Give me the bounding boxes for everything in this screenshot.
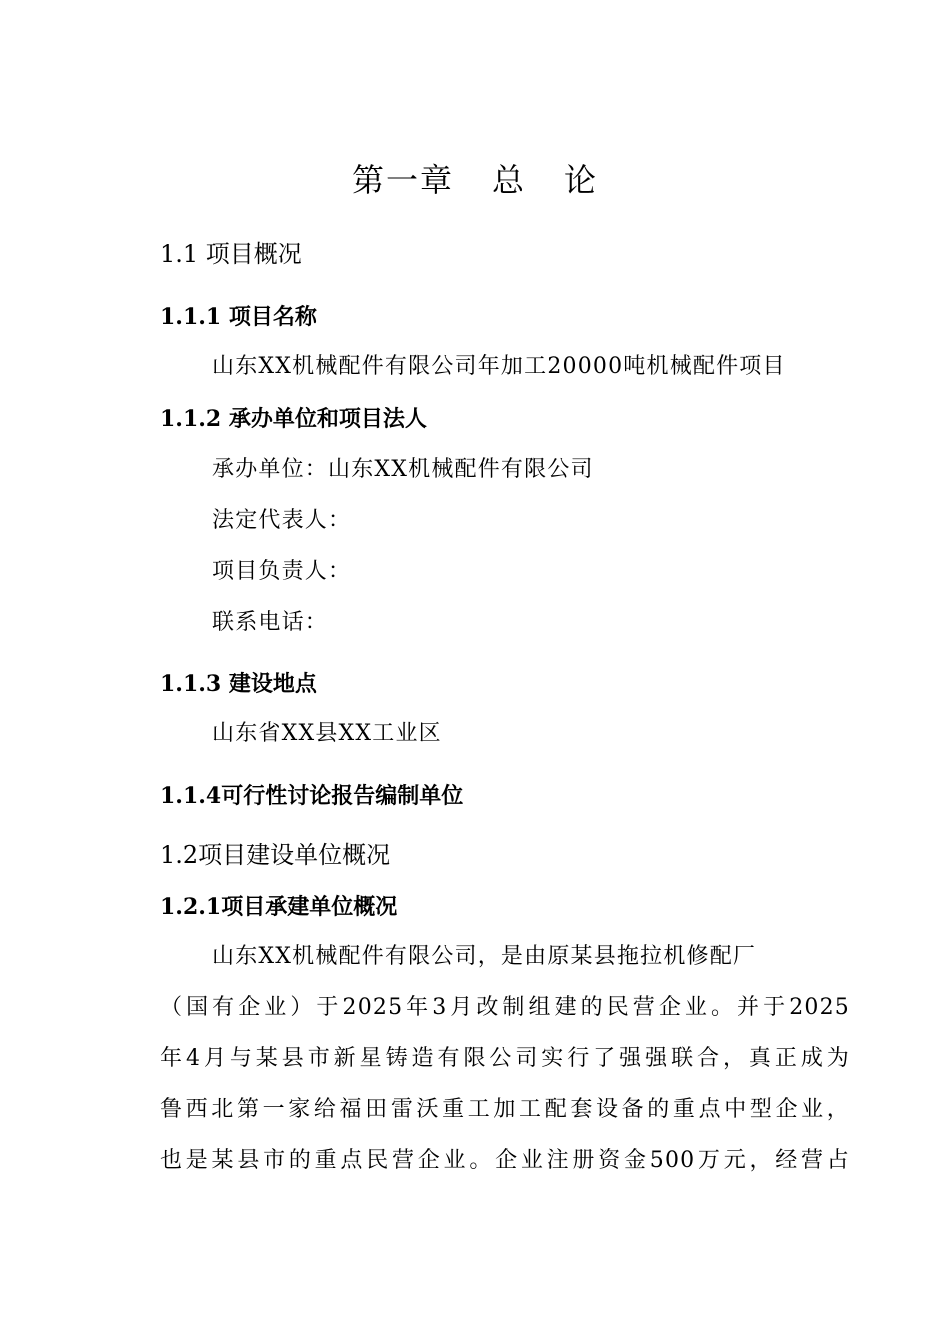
section-heading-1-1-4: 1.1.4可行性讨论报告编制单位 [160, 783, 464, 809]
paragraph-line: 山东XX机械配件有限公司，是由原某县拖拉机修配厂 [212, 944, 757, 969]
host-unit-text: 承办单位：山东XX机械配件有限公司 [212, 457, 594, 482]
section-heading-1-1-3: 1.1.3 建设地点 [160, 671, 317, 697]
legal-representative-text: 法定代表人： [212, 508, 352, 533]
section-heading-1-1-1: 1.1.1 项目名称 [160, 304, 317, 330]
section-heading-1-1-2: 1.1.2 承办单位和项目法人 [160, 406, 427, 432]
section-heading-1-1: 1.1 项目概况 [160, 240, 302, 268]
section-heading-1-2-1: 1.2.1项目承建单位概况 [160, 894, 398, 920]
paragraph-line: （国有企业）于2025年3月改制组建的民营企业。并于2025 [160, 995, 850, 1020]
chapter-title [0, 161, 950, 199]
project-name-text: 山东XX机械配件有限公司年加工20000吨机械配件项目 [212, 354, 786, 379]
paragraph-line: 鲁西北第一家给福田雷沃重工加工配套设备的重点中型企业， [160, 1097, 850, 1122]
paragraph-line: 也是某县市的重点民营企业。企业注册资金500万元，经营占 [160, 1148, 850, 1173]
project-lead-text: 项目负责人： [212, 559, 352, 584]
chapter-title-word-2: 论 [564, 161, 599, 199]
paragraph-line: 年4月与某县市新星铸造有限公司实行了强强联合，真正成为 [160, 1046, 850, 1071]
section-heading-1-2: 1.2项目建设单位概况 [160, 841, 391, 869]
location-text: 山东省XX县XX工业区 [212, 721, 442, 746]
chapter-title-number: 第一章 [351, 161, 454, 199]
phone-text: 联系电话： [212, 610, 329, 635]
chapter-title-word-1: 总 [491, 161, 526, 199]
